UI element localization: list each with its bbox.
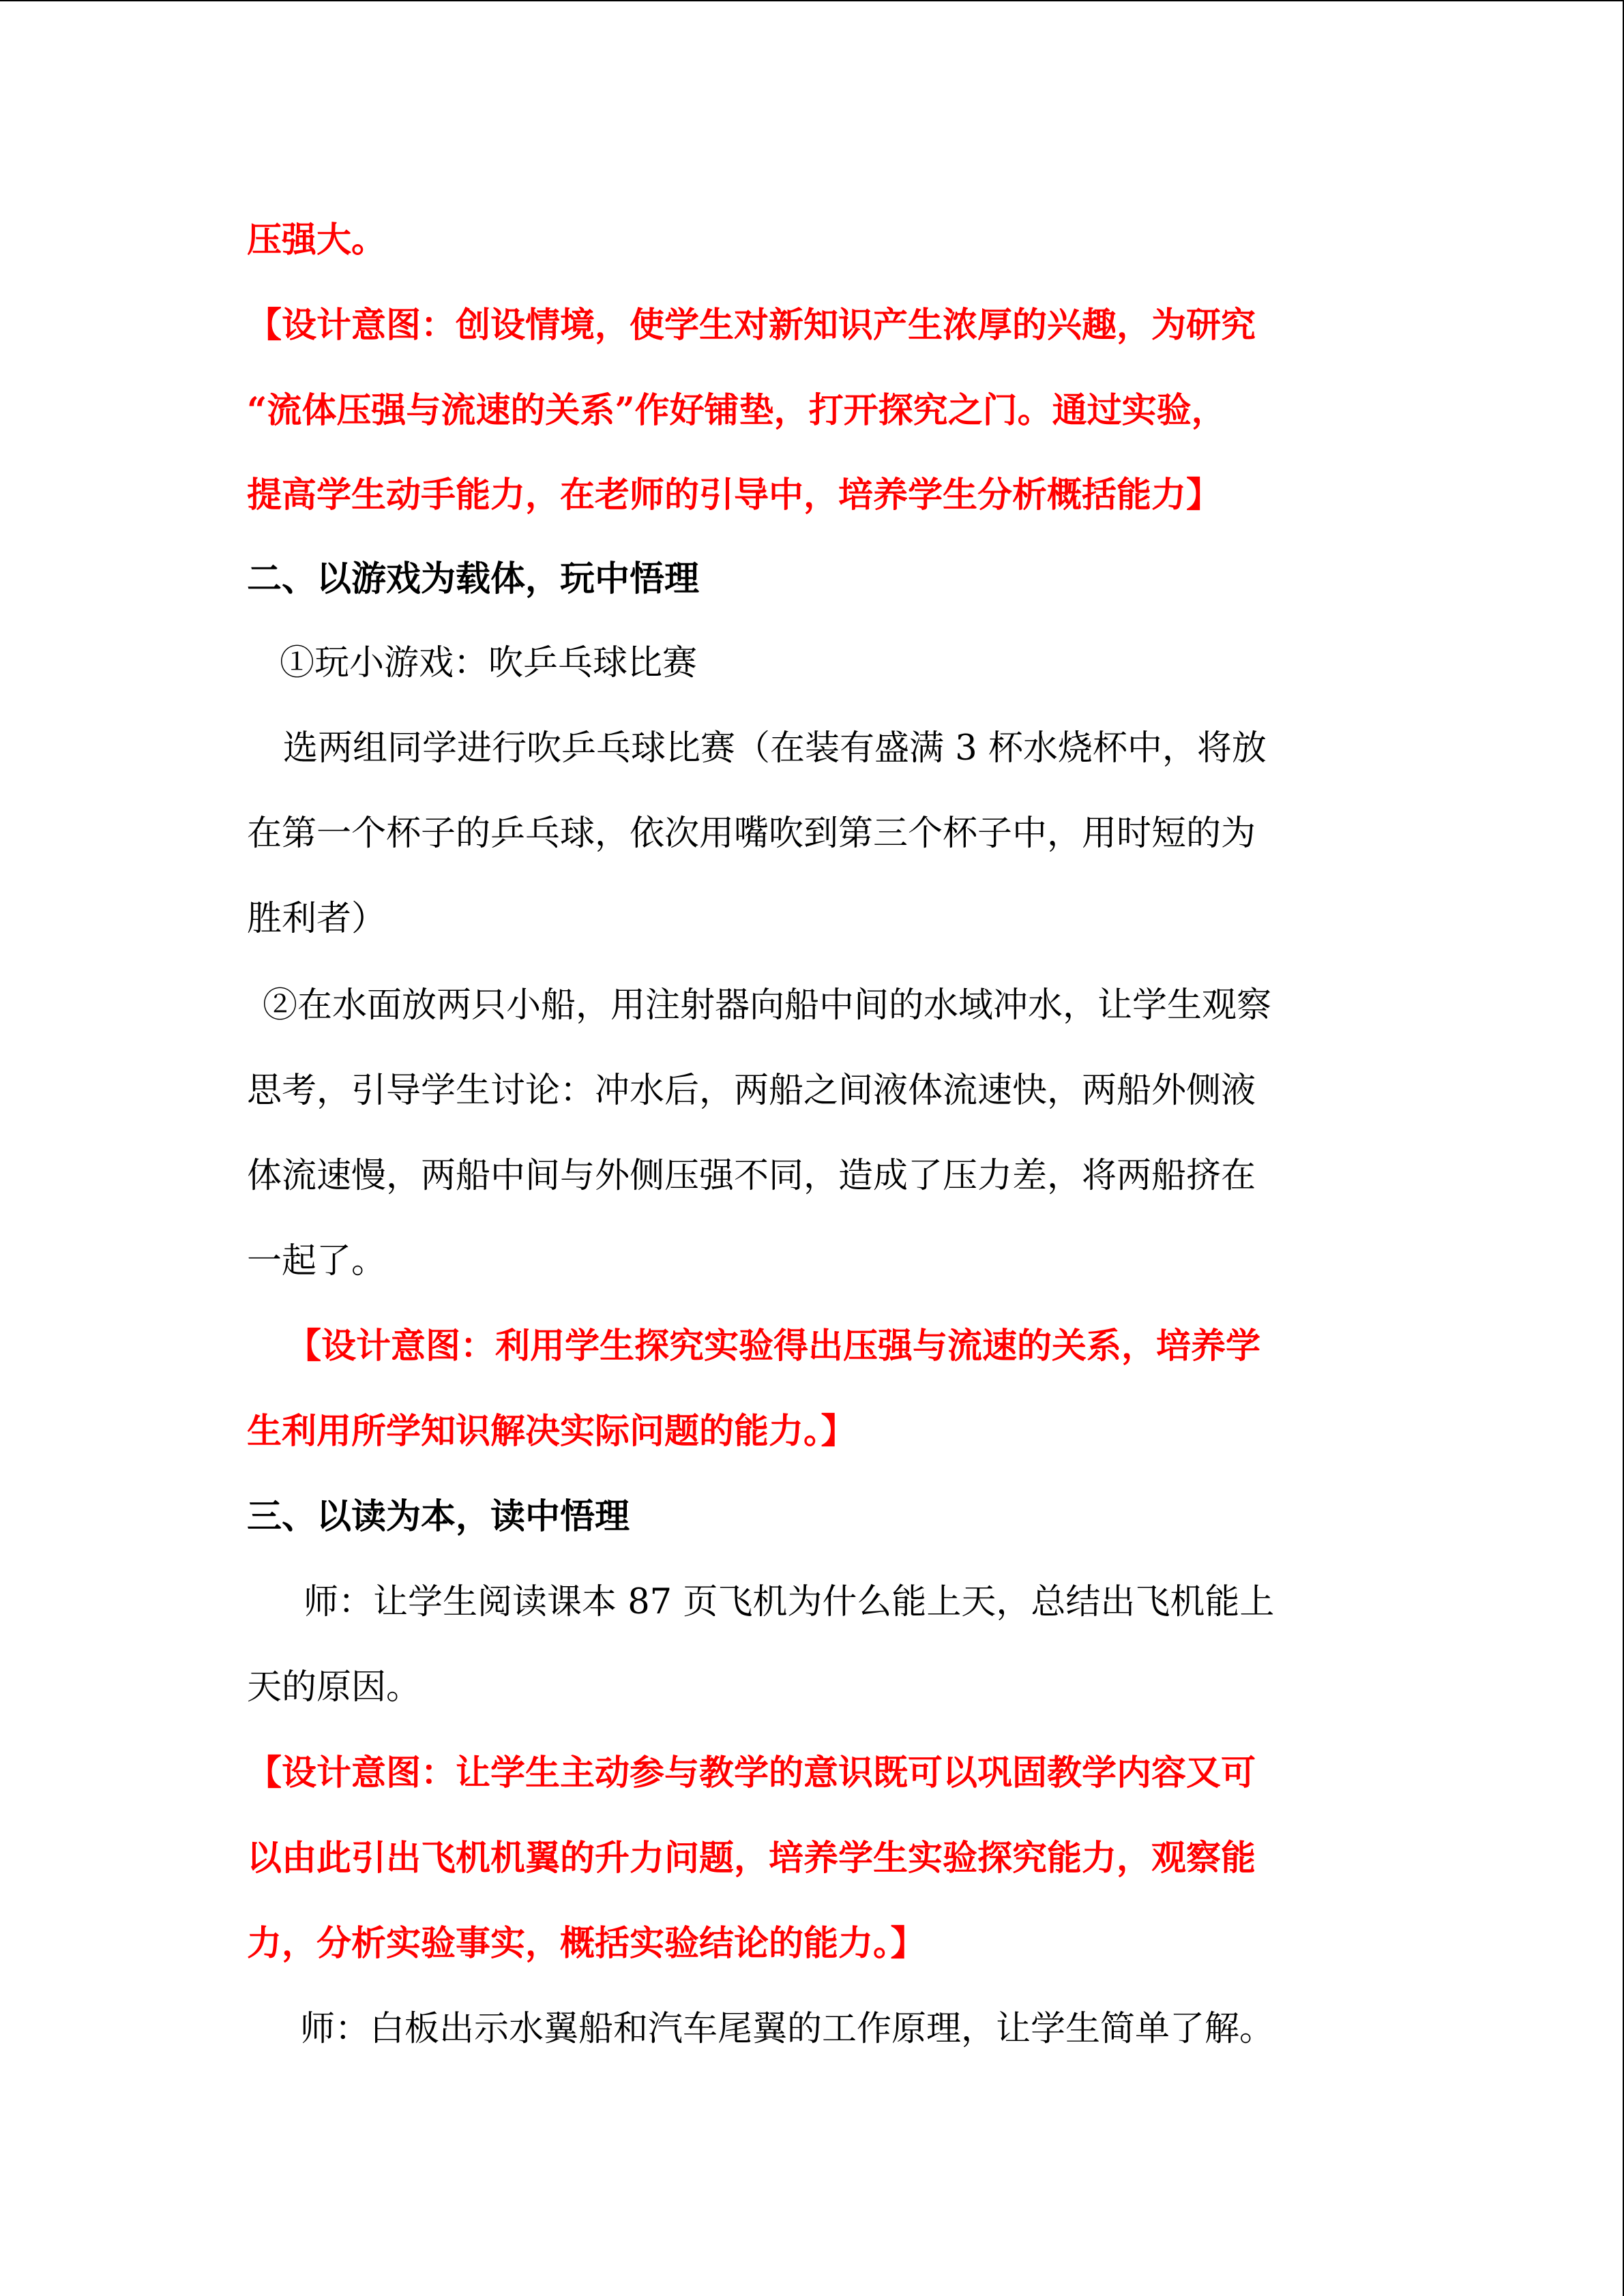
- paragraph-line: 在第一个杯子的乒乓球，依次用嘴吹到第三个杯子中，用时短的为: [247, 814, 1256, 854]
- paragraph-line: 思考，引导学生讨论：冲水后，两船之间液体流速快，两船外侧液: [247, 1071, 1256, 1111]
- paragraph-line: 胜利者）: [247, 899, 387, 939]
- design-intent-line: 提高学生动手能力，在老师的引导中，培养学生分析概括能力】: [247, 475, 1222, 516]
- paragraph-line: 天的原因。: [247, 1667, 422, 1708]
- paragraph-line: 师：白板出示水翼船和汽车尾翼的工作原理，让学生简单了解。: [300, 2009, 1275, 2049]
- paragraph-line: 师：让学生阅读课本 87 页飞机为什么能上天，总结出飞机能上: [304, 1582, 1275, 1622]
- design-intent-line: 生利用所学知识解决实际问题的能力。】: [247, 1411, 856, 1452]
- paragraph-line: ②在水面放两只小船，用注射器向船中间的水域冲水，让学生观察: [263, 985, 1272, 1026]
- paragraph-line: ①玩小游戏：吹乒乓球比赛: [280, 643, 698, 683]
- design-intent-line: 力，分析实验事实，概括实验结论的能力。】: [247, 1923, 926, 1964]
- section-heading: 三、以读为本，读中悟理: [247, 1496, 630, 1537]
- section-heading: 二、以游戏为载体，玩中悟理: [247, 558, 700, 599]
- design-intent-line: 【设计意图：创设情境，使学生对新知识产生浓厚的兴趣，为研究: [247, 305, 1256, 346]
- paragraph-line: 一起了。: [247, 1241, 387, 1281]
- design-intent-line: “流体压强与流速的关系”作好铺垫，打开探究之门。通过实验，: [247, 390, 1226, 431]
- paragraph-line: 体流速慢，两船中间与外侧压强不同，造成了压力差，将两船挤在: [247, 1156, 1256, 1196]
- paragraph-line: 选两组同学进行吹乒乓球比赛（在装有盛满 3 杯水烧杯中，将放: [283, 728, 1267, 769]
- design-intent-line: 以由此引出飞机机翼的升力问题，培养学生实验探究能力，观察能: [247, 1838, 1256, 1879]
- design-intent-line: 【设计意图：利用学生探究实验得出压强与流速的关系，培养学: [286, 1326, 1261, 1367]
- paragraph-line: 压强大。: [247, 220, 387, 260]
- design-intent-line: 【设计意图：让学生主动参与教学的意识既可以巩固教学内容又可: [247, 1753, 1256, 1793]
